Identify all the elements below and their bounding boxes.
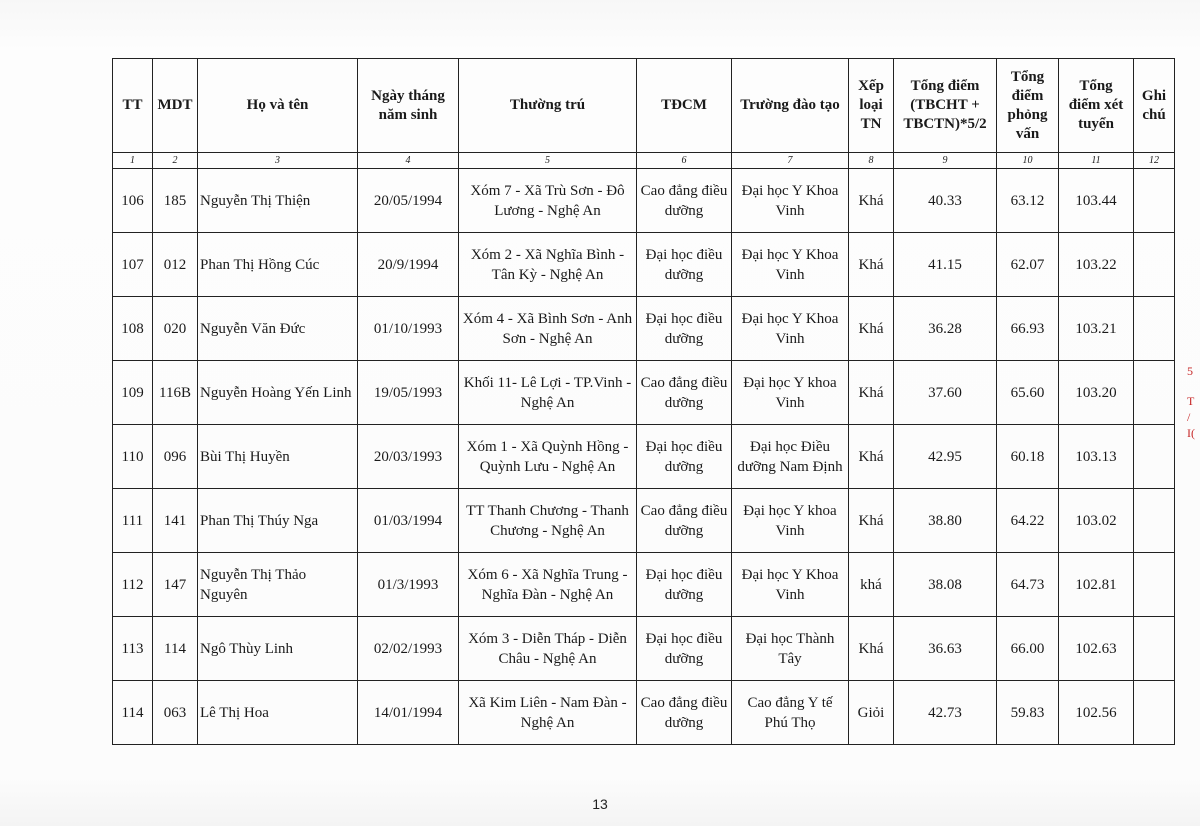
cell-note — [1134, 169, 1175, 233]
cell-rank: Giỏi — [849, 681, 894, 745]
cell-mdt: 141 — [153, 489, 198, 553]
cell-tt: 110 — [113, 425, 153, 489]
cell-dob: 14/01/1994 — [358, 681, 459, 745]
header-rank: Xếp loại TN — [849, 59, 894, 153]
cell-tdcm: Đại học điều dưỡng — [637, 297, 732, 361]
cell-note — [1134, 617, 1175, 681]
cell-residence: TT Thanh Chương - Thanh Chương - Nghệ An — [459, 489, 637, 553]
cell-tt: 111 — [113, 489, 153, 553]
cell-mdt: 116B — [153, 361, 198, 425]
cell-rank: Khá — [849, 361, 894, 425]
header-score-total: Tổng điểm xét tuyển — [1059, 59, 1134, 153]
cell-rank: Khá — [849, 489, 894, 553]
cell-score-gpa: 38.80 — [894, 489, 997, 553]
cell-rank: Khá — [849, 617, 894, 681]
margin-mark: I( — [1187, 426, 1195, 440]
cell-rank: Khá — [849, 169, 894, 233]
table-row — [113, 489, 1175, 553]
column-number: 5 — [459, 153, 637, 169]
column-number: 12 — [1134, 153, 1175, 169]
column-number: 1 — [113, 153, 153, 169]
column-number: 10 — [997, 153, 1059, 169]
cell-name: Nguyễn Hoàng Yến Linh — [198, 361, 358, 425]
cell-residence: Khối 11- Lê Lợi - TP.Vinh - Nghệ An — [459, 361, 637, 425]
cell-score-interview: 66.93 — [997, 297, 1059, 361]
cell-residence: Xóm 3 - Diễn Tháp - Diễn Châu - Nghệ An — [459, 617, 637, 681]
cell-tdcm: Cao đẳng điều dưỡng — [637, 681, 732, 745]
cell-tt: 108 — [113, 297, 153, 361]
cell-school: Đại học Y Khoa Vinh — [732, 297, 849, 361]
cell-note — [1134, 233, 1175, 297]
cell-note — [1134, 553, 1175, 617]
header-school: Trường đào tạo — [732, 59, 849, 153]
header-residence: Thường trú — [459, 59, 637, 153]
cell-tt: 114 — [113, 681, 153, 745]
margin-mark: / — [1187, 410, 1191, 424]
cell-dob: 20/9/1994 — [358, 233, 459, 297]
cell-tdcm: Cao đẳng điều dưỡng — [637, 489, 732, 553]
table-row — [113, 425, 1175, 489]
cell-score-total: 103.44 — [1059, 169, 1134, 233]
cell-score-interview: 65.60 — [997, 361, 1059, 425]
cell-name: Nguyễn Văn Đức — [198, 297, 358, 361]
cell-score-total: 102.81 — [1059, 553, 1134, 617]
cell-school: Cao đẳng Y tế Phú Thọ — [732, 681, 849, 745]
column-number: 7 — [732, 153, 849, 169]
candidate-table — [112, 58, 1175, 745]
header-score-gpa: Tổng điểm (TBCHT + TBCTN)*5/2 — [894, 59, 997, 153]
table-header-row — [113, 59, 1175, 153]
table-row — [113, 297, 1175, 361]
header-tdcm: TĐCM — [637, 59, 732, 153]
cell-dob: 20/05/1994 — [358, 169, 459, 233]
cell-score-interview: 66.00 — [997, 617, 1059, 681]
cell-mdt: 096 — [153, 425, 198, 489]
cell-dob: 20/03/1993 — [358, 425, 459, 489]
cell-tdcm: Đại học điều dưỡng — [637, 553, 732, 617]
header-score-interview: Tổng điểm phỏng vấn — [997, 59, 1059, 153]
column-number-row — [113, 153, 1175, 169]
cell-score-gpa: 37.60 — [894, 361, 997, 425]
cell-score-total: 103.21 — [1059, 297, 1134, 361]
cell-school: Đại học Y khoa Vinh — [732, 361, 849, 425]
cell-score-interview: 62.07 — [997, 233, 1059, 297]
margin-mark: 5 — [1187, 364, 1193, 378]
table-row — [113, 553, 1175, 617]
cell-dob: 01/3/1993 — [358, 553, 459, 617]
cell-score-interview: 64.22 — [997, 489, 1059, 553]
table-row — [113, 233, 1175, 297]
cell-score-gpa: 42.95 — [894, 425, 997, 489]
cell-score-gpa: 36.28 — [894, 297, 997, 361]
cell-name: Bùi Thị Huyền — [198, 425, 358, 489]
page-number: 13 — [592, 796, 608, 812]
table-body — [113, 169, 1175, 745]
cell-school: Đại học Y Khoa Vinh — [732, 553, 849, 617]
cell-rank: Khá — [849, 297, 894, 361]
column-number: 11 — [1059, 153, 1134, 169]
column-number: 8 — [849, 153, 894, 169]
header-name: Họ và tên — [198, 59, 358, 153]
cell-school: Đại học Y khoa Vinh — [732, 489, 849, 553]
cell-score-total: 103.20 — [1059, 361, 1134, 425]
cell-dob: 02/02/1993 — [358, 617, 459, 681]
column-number: 9 — [894, 153, 997, 169]
cell-mdt: 020 — [153, 297, 198, 361]
cell-score-interview: 60.18 — [997, 425, 1059, 489]
column-number: 6 — [637, 153, 732, 169]
cell-school: Đại học Thành Tây — [732, 617, 849, 681]
cell-tdcm: Đại học điều dưỡng — [637, 425, 732, 489]
cell-name: Lê Thị Hoa — [198, 681, 358, 745]
cell-note — [1134, 489, 1175, 553]
cell-rank: khá — [849, 553, 894, 617]
cell-dob: 01/03/1994 — [358, 489, 459, 553]
cell-school: Đại học Y Khoa Vinh — [732, 233, 849, 297]
cell-mdt: 114 — [153, 617, 198, 681]
cell-tt: 109 — [113, 361, 153, 425]
cell-mdt: 063 — [153, 681, 198, 745]
cell-residence: Xã Kim Liên - Nam Đàn - Nghệ An — [459, 681, 637, 745]
cell-score-interview: 64.73 — [997, 553, 1059, 617]
cell-score-gpa: 41.15 — [894, 233, 997, 297]
cell-note — [1134, 297, 1175, 361]
cell-mdt: 185 — [153, 169, 198, 233]
cell-dob: 01/10/1993 — [358, 297, 459, 361]
header-mdt: MDT — [153, 59, 198, 153]
cell-score-total: 103.02 — [1059, 489, 1134, 553]
header-note: Ghi chú — [1134, 59, 1175, 153]
cell-school: Đại học Điều dưỡng Nam Định — [732, 425, 849, 489]
cell-score-gpa: 38.08 — [894, 553, 997, 617]
column-number: 2 — [153, 153, 198, 169]
cell-tdcm: Đại học điều dưỡng — [637, 233, 732, 297]
cell-rank: Khá — [849, 233, 894, 297]
cell-residence: Xóm 6 - Xã Nghĩa Trung - Nghĩa Đàn - Nghệ An — [459, 553, 637, 617]
cell-tdcm: Đại học điều dưỡng — [637, 617, 732, 681]
cell-tt: 107 — [113, 233, 153, 297]
cell-name: Phan Thị Hồng Cúc — [198, 233, 358, 297]
cell-score-total: 102.56 — [1059, 681, 1134, 745]
table-row — [113, 169, 1175, 233]
cell-note — [1134, 425, 1175, 489]
cell-mdt: 012 — [153, 233, 198, 297]
cell-score-gpa: 42.73 — [894, 681, 997, 745]
cell-score-total: 103.22 — [1059, 233, 1134, 297]
cell-name: Nguyễn Thị Thảo Nguyên — [198, 553, 358, 617]
margin-mark: T — [1187, 394, 1195, 408]
cell-dob: 19/05/1993 — [358, 361, 459, 425]
cell-name: Nguyễn Thị Thiện — [198, 169, 358, 233]
cell-score-interview: 59.83 — [997, 681, 1059, 745]
cell-tt: 112 — [113, 553, 153, 617]
column-number: 3 — [198, 153, 358, 169]
cell-score-total: 103.13 — [1059, 425, 1134, 489]
column-number: 4 — [358, 153, 459, 169]
table-row — [113, 681, 1175, 745]
cell-tdcm: Cao đẳng điều dưỡng — [637, 169, 732, 233]
cell-score-total: 102.63 — [1059, 617, 1134, 681]
cell-note — [1134, 361, 1175, 425]
cell-residence: Xóm 7 - Xã Trù Sơn - Đô Lương - Nghệ An — [459, 169, 637, 233]
cell-tdcm: Cao đẳng điều dưỡng — [637, 361, 732, 425]
cell-name: Phan Thị Thúy Nga — [198, 489, 358, 553]
cell-tt: 113 — [113, 617, 153, 681]
header-dob: Ngày tháng năm sinh — [358, 59, 459, 153]
cell-rank: Khá — [849, 425, 894, 489]
cell-name: Ngô Thùy Linh — [198, 617, 358, 681]
header-tt: TT — [113, 59, 153, 153]
table-row — [113, 617, 1175, 681]
cell-residence: Xóm 1 - Xã Quỳnh Hồng - Quỳnh Lưu - Nghệ An — [459, 425, 637, 489]
cell-mdt: 147 — [153, 553, 198, 617]
cell-tt: 106 — [113, 169, 153, 233]
cell-residence: Xóm 2 - Xã Nghĩa Bình - Tân Kỳ - Nghệ An — [459, 233, 637, 297]
cell-score-interview: 63.12 — [997, 169, 1059, 233]
cell-score-gpa: 40.33 — [894, 169, 997, 233]
cell-note — [1134, 681, 1175, 745]
cell-school: Đại học Y Khoa Vinh — [732, 169, 849, 233]
cell-score-gpa: 36.63 — [894, 617, 997, 681]
cell-residence: Xóm 4 - Xã Bình Sơn - Anh Sơn - Nghệ An — [459, 297, 637, 361]
table-row — [113, 361, 1175, 425]
